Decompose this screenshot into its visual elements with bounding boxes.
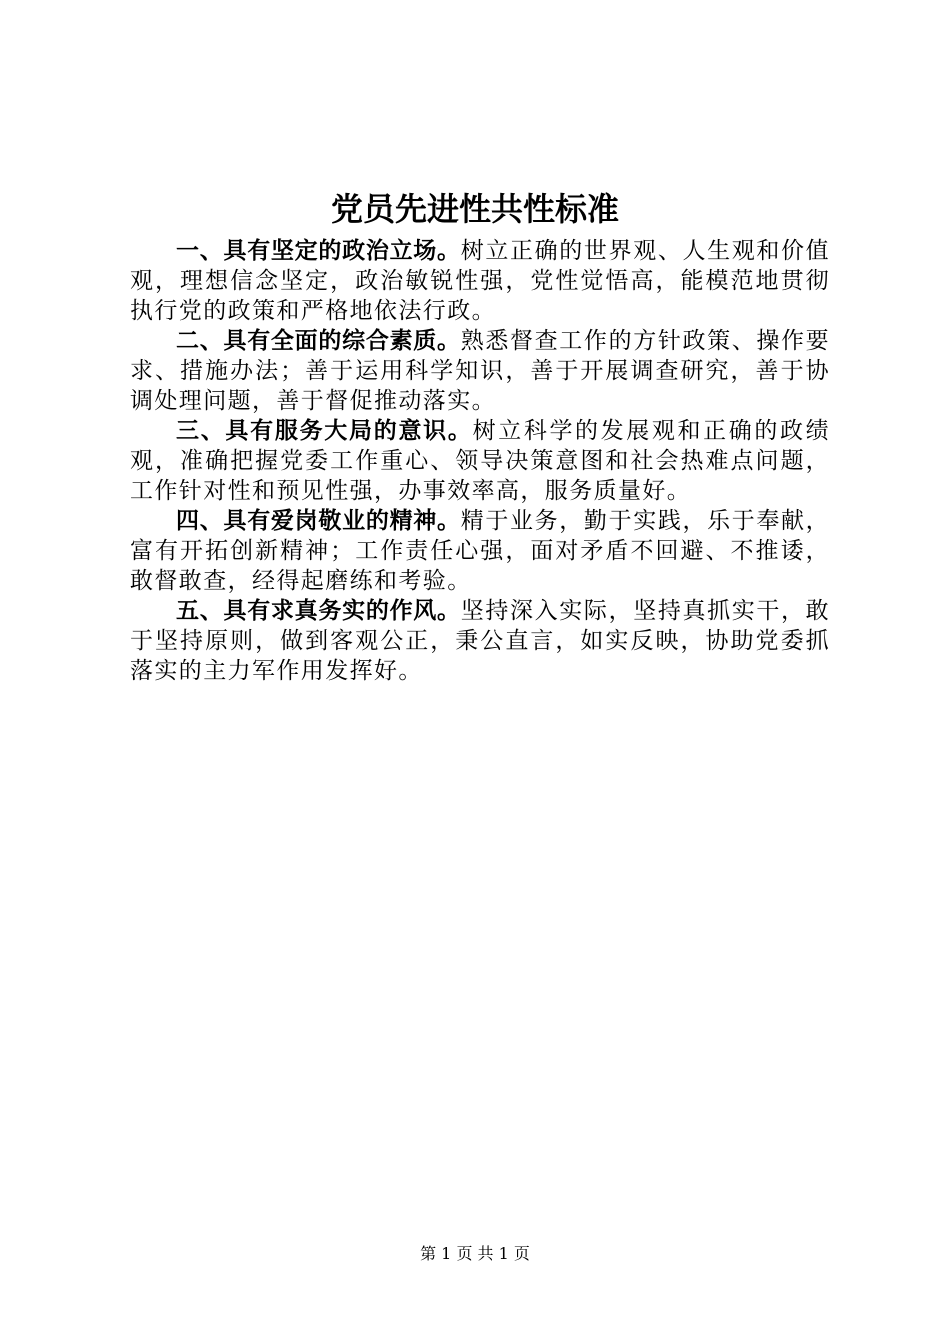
paragraph-text: 熟悉督查工作的方针政策、操作要求、措施办法；善于运用科学知识，善于开展调查研究，善于协调处理问题，善于督促推动落实。 — [130, 328, 831, 414]
paragraph-heading: 二、具有全面的综合素质。 — [176, 328, 461, 354]
paragraph-2 — [130, 326, 830, 416]
paragraph-1 — [130, 236, 830, 326]
paragraph-heading: 四、具有爱岗敬业的精神。 — [176, 508, 461, 534]
paragraph-5 — [130, 596, 830, 686]
paragraph-heading: 五、具有求真务实的作风。 — [176, 598, 461, 624]
paragraph-text: 树立正确的世界观、人生观和价值观，理想信念坚定，政治敏锐性强，党性觉悟高，能模范地贯彻执行党的政策和严格地依法行政。 — [130, 238, 831, 324]
paragraph-text: 树立科学的发展观和正确的政绩观，准确把握党委工作重心、领导决策意图和社会热难点问题，工作针对性和预见性强，办事效率高，服务质量好。 — [130, 418, 830, 504]
page-footer: 第 1 页 共 1 页 — [420, 1244, 530, 1263]
page-title: 党员先进性共性标准 — [330, 190, 619, 228]
document-body — [130, 236, 830, 686]
paragraph-3 — [130, 416, 830, 506]
paragraph-4 — [130, 506, 830, 596]
paragraph-heading: 三、具有服务大局的意识。 — [176, 418, 473, 444]
paragraph-heading: 一、具有坚定的政治立场。 — [176, 238, 461, 264]
paragraph-text: 坚持深入实际，坚持真抓实干，敢于坚持原则，做到客观公正，秉公直言，如实反映，协助党委抓落实的主力军作用发挥好。 — [130, 598, 831, 684]
paragraph-text: 精于业务，勤于实践，乐于奉献，富有开拓创新精神；工作责任心强，面对矛盾不回避、不推诿，敢督敢查，经得起磨练和考验。 — [130, 508, 831, 594]
